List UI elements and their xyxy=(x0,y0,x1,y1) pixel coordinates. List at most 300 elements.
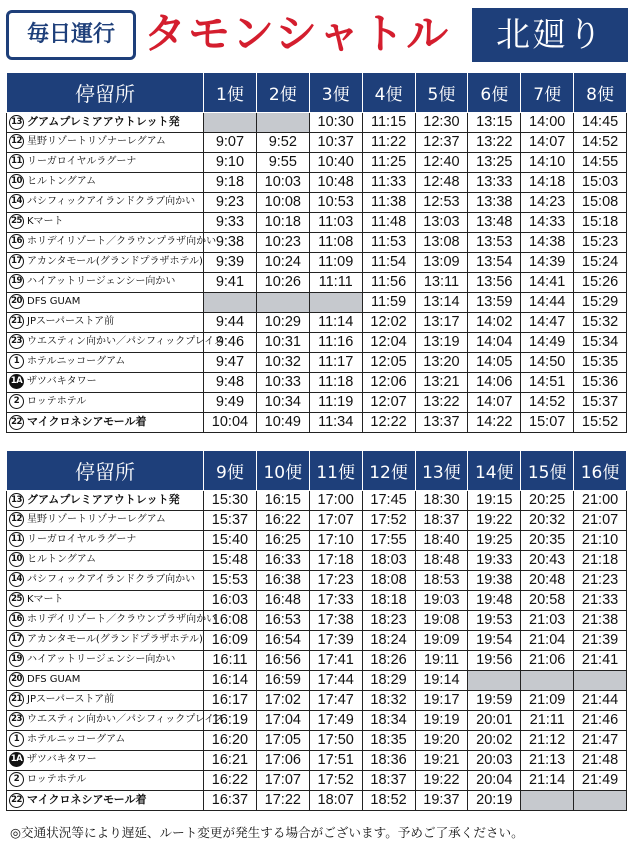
route-title: タモンシャトル xyxy=(144,9,451,58)
stop-name: DFS GUAM xyxy=(27,295,81,307)
time-cell: 14:47 xyxy=(521,312,574,332)
table-header-row xyxy=(7,73,627,113)
table-row xyxy=(7,132,627,152)
trip-column-header: 15便 xyxy=(521,451,574,491)
stop-name: ザツバキタワー xyxy=(27,375,97,387)
stop-cell xyxy=(7,232,217,252)
trip-column-header: 5便 xyxy=(415,73,468,113)
table-row xyxy=(7,412,627,432)
table-row xyxy=(7,790,627,810)
stop-cell xyxy=(7,710,225,730)
time-cell: 16:20 xyxy=(204,730,257,750)
time-cell: 11:09 xyxy=(309,252,362,272)
stop-name: ホテルニッコーグアム xyxy=(27,355,126,367)
time-cell: 16:11 xyxy=(204,650,257,670)
time-cell: 21:03 xyxy=(521,610,574,630)
time-cell: 12:40 xyxy=(415,152,468,172)
stop-number-badge: 20 xyxy=(9,294,24,309)
table-row xyxy=(7,312,627,332)
table-row xyxy=(7,292,627,312)
time-cell: 10:04 xyxy=(204,412,257,432)
time-cell: 9:47 xyxy=(204,352,257,372)
time-cell: 13:19 xyxy=(415,332,468,352)
stop-number-badge: 20 xyxy=(9,672,24,687)
time-cell: 21:11 xyxy=(521,710,574,730)
timetable-trips-9-16 xyxy=(6,450,627,811)
time-cell: 16:37 xyxy=(204,790,257,810)
time-cell: 16:33 xyxy=(256,550,309,570)
time-cell: 11:59 xyxy=(362,292,415,312)
time-cell: 14:23 xyxy=(521,192,574,212)
time-cell: 13:21 xyxy=(415,372,468,392)
table-row xyxy=(7,690,627,710)
time-cell: 19:15 xyxy=(468,491,521,511)
stop-name: リーガロイヤルラグーナ xyxy=(27,533,137,545)
time-cell: 18:37 xyxy=(362,770,415,790)
trip-column-header: 6便 xyxy=(468,73,521,113)
time-cell: 16:19 xyxy=(204,710,257,730)
stop-name: ヒルトングアム xyxy=(27,175,97,187)
time-cell: 11:54 xyxy=(362,252,415,272)
time-cell: 13:38 xyxy=(468,192,521,212)
time-cell: 17:52 xyxy=(309,770,362,790)
time-cell: 9:10 xyxy=(204,152,257,172)
stop-cell xyxy=(7,690,204,710)
time-cell: 18:34 xyxy=(362,710,415,730)
table-row xyxy=(7,550,627,570)
stop-number-badge: 23 xyxy=(9,712,24,727)
no-service-cell xyxy=(574,790,627,810)
stop-name: Kマート xyxy=(27,593,64,605)
time-cell: 21:14 xyxy=(521,770,574,790)
time-cell: 11:03 xyxy=(309,212,362,232)
time-cell: 10:18 xyxy=(256,212,309,232)
time-cell: 10:08 xyxy=(256,192,309,212)
stop-number-badge: 17 xyxy=(9,632,24,647)
stop-name: ウエスティン向かい／パシフィックプレイス xyxy=(27,713,225,725)
time-cell: 18:03 xyxy=(362,550,415,570)
time-cell: 16:59 xyxy=(256,670,309,690)
time-cell: 16:54 xyxy=(256,630,309,650)
time-cell: 15:37 xyxy=(574,392,627,412)
time-cell: 12:07 xyxy=(362,392,415,412)
no-service-cell xyxy=(521,790,574,810)
time-cell: 21:12 xyxy=(521,730,574,750)
time-cell: 17:00 xyxy=(309,491,362,511)
time-cell: 11:15 xyxy=(362,113,415,133)
time-cell: 17:47 xyxy=(309,690,362,710)
time-cell: 17:10 xyxy=(309,530,362,550)
time-cell: 14:00 xyxy=(521,113,574,133)
time-cell: 20:58 xyxy=(521,590,574,610)
time-cell: 16:15 xyxy=(256,491,309,511)
table-row xyxy=(7,670,627,690)
time-cell: 19:19 xyxy=(415,710,468,730)
stop-cell xyxy=(7,630,204,650)
stop-name: 星野リゾートリゾナーレグアム xyxy=(27,513,166,525)
trip-column-header: 3便 xyxy=(309,73,362,113)
time-cell: 18:52 xyxy=(362,790,415,810)
stop-number-badge: 11 xyxy=(9,532,24,547)
time-cell: 18:48 xyxy=(415,550,468,570)
time-cell: 11:25 xyxy=(362,152,415,172)
time-cell: 9:23 xyxy=(204,192,257,212)
time-cell: 12:37 xyxy=(415,132,468,152)
stop-name: グアムプレミアアウトレット発 xyxy=(27,493,180,507)
table-row xyxy=(7,510,627,530)
stop-name: パシフィックアイランドクラブ向かい xyxy=(27,573,196,585)
time-cell: 12:02 xyxy=(362,312,415,332)
table-row xyxy=(7,372,627,392)
no-service-cell xyxy=(256,292,309,312)
stop-cell xyxy=(7,510,204,530)
time-cell: 18:35 xyxy=(362,730,415,750)
time-cell: 20:25 xyxy=(521,491,574,511)
time-cell: 9:38 xyxy=(204,232,257,252)
time-cell: 21:41 xyxy=(574,650,627,670)
time-cell: 19:48 xyxy=(468,590,521,610)
time-cell: 21:33 xyxy=(574,590,627,610)
time-cell: 18:24 xyxy=(362,630,415,650)
stop-number-badge: 21 xyxy=(9,692,24,707)
table-row xyxy=(7,332,627,352)
time-cell: 14:55 xyxy=(574,152,627,172)
time-cell: 21:07 xyxy=(574,510,627,530)
stop-number-badge: 10 xyxy=(9,174,24,189)
time-cell: 10:49 xyxy=(256,412,309,432)
time-cell: 21:10 xyxy=(574,530,627,550)
time-cell: 17:39 xyxy=(309,630,362,650)
time-cell: 14:44 xyxy=(521,292,574,312)
time-cell: 15:30 xyxy=(204,491,257,511)
table-row xyxy=(7,192,627,212)
time-cell: 11:56 xyxy=(362,272,415,292)
daily-operation-badge: 毎日運行 xyxy=(6,10,136,60)
time-cell: 12:05 xyxy=(362,352,415,372)
time-cell: 14:41 xyxy=(521,272,574,292)
stop-number-badge: 12 xyxy=(9,134,24,149)
stop-number-badge: 16 xyxy=(9,234,24,249)
time-cell: 19:03 xyxy=(415,590,468,610)
table-row xyxy=(7,113,627,133)
time-cell: 13:11 xyxy=(415,272,468,292)
time-cell: 20:03 xyxy=(468,750,521,770)
stop-cell xyxy=(7,212,204,232)
time-cell: 11:18 xyxy=(309,372,362,392)
time-cell: 18:32 xyxy=(362,690,415,710)
stop-cell xyxy=(7,252,204,272)
time-cell: 9:39 xyxy=(204,252,257,272)
stop-number-badge: 13 xyxy=(9,493,24,508)
no-service-cell xyxy=(574,670,627,690)
stop-number-badge: 1A xyxy=(9,374,24,389)
time-cell: 12:04 xyxy=(362,332,415,352)
time-cell: 18:40 xyxy=(415,530,468,550)
stop-cell xyxy=(7,530,204,550)
stop-cell xyxy=(7,132,204,152)
time-cell: 13:22 xyxy=(415,392,468,412)
time-cell: 11:34 xyxy=(309,412,362,432)
time-cell: 19:11 xyxy=(415,650,468,670)
time-cell: 17:51 xyxy=(309,750,362,770)
time-cell: 16:17 xyxy=(204,690,257,710)
time-cell: 14:22 xyxy=(468,412,521,432)
stop-cell xyxy=(7,332,225,352)
time-cell: 15:36 xyxy=(574,372,627,392)
time-cell: 19:33 xyxy=(468,550,521,570)
time-cell: 17:55 xyxy=(362,530,415,550)
stop-number-badge: 14 xyxy=(9,194,24,209)
table-row xyxy=(7,570,627,590)
stop-number-badge: 22 xyxy=(9,793,24,808)
time-cell: 19:22 xyxy=(468,510,521,530)
time-cell: 9:55 xyxy=(256,152,309,172)
stop-number-badge: 11 xyxy=(9,154,24,169)
stop-name: ウエスティン向かい／パシフィックプレイス xyxy=(27,335,225,347)
time-cell: 17:45 xyxy=(362,491,415,511)
time-cell: 18:18 xyxy=(362,590,415,610)
time-cell: 18:08 xyxy=(362,570,415,590)
no-service-cell xyxy=(309,292,362,312)
time-cell: 13:56 xyxy=(468,272,521,292)
stop-name: ロッテホテル xyxy=(27,773,87,785)
stop-number-badge: 19 xyxy=(9,652,24,667)
time-cell: 16:56 xyxy=(256,650,309,670)
stop-name: アカンタモール(グランドプラザホテル) xyxy=(27,255,203,267)
trip-column-header: 1便 xyxy=(204,73,257,113)
stop-cell xyxy=(7,192,204,212)
stop-cell xyxy=(7,172,204,192)
no-service-cell xyxy=(256,113,309,133)
time-cell: 21:13 xyxy=(521,750,574,770)
time-cell: 21:00 xyxy=(574,491,627,511)
time-cell: 11:16 xyxy=(309,332,362,352)
table-row xyxy=(7,770,627,790)
time-cell: 14:07 xyxy=(521,132,574,152)
trip-column-header: 2便 xyxy=(256,73,309,113)
table-row xyxy=(7,172,627,192)
time-cell: 19:22 xyxy=(415,770,468,790)
time-cell: 16:25 xyxy=(256,530,309,550)
table-row xyxy=(7,730,627,750)
time-cell: 10:29 xyxy=(256,312,309,332)
no-service-cell xyxy=(204,292,257,312)
time-cell: 11:53 xyxy=(362,232,415,252)
time-cell: 13:14 xyxy=(415,292,468,312)
time-cell: 21:39 xyxy=(574,630,627,650)
stop-cell xyxy=(7,491,204,511)
time-cell: 11:11 xyxy=(309,272,362,292)
time-cell: 19:53 xyxy=(468,610,521,630)
time-cell: 9:18 xyxy=(204,172,257,192)
stop-cell xyxy=(7,412,204,432)
time-cell: 15:35 xyxy=(574,352,627,372)
stop-column-header: 停留所 xyxy=(7,451,204,491)
stop-name: ホリデイリゾート／クラウンプラザ向かい xyxy=(27,235,217,247)
time-cell: 14:52 xyxy=(574,132,627,152)
time-cell: 18:37 xyxy=(415,510,468,530)
time-cell: 13:17 xyxy=(415,312,468,332)
table-row xyxy=(7,152,627,172)
trip-column-header: 8便 xyxy=(574,73,627,113)
time-cell: 13:03 xyxy=(415,212,468,232)
time-cell: 17:04 xyxy=(256,710,309,730)
stop-cell xyxy=(7,152,204,172)
no-service-cell xyxy=(521,670,574,690)
stop-cell xyxy=(7,770,204,790)
trip-column-header: 7便 xyxy=(521,73,574,113)
time-cell: 15:07 xyxy=(521,412,574,432)
time-cell: 14:51 xyxy=(521,372,574,392)
time-cell: 14:50 xyxy=(521,352,574,372)
stop-number-badge: 25 xyxy=(9,592,24,607)
time-cell: 13:15 xyxy=(468,113,521,133)
stop-name: JPスーパーストア前 xyxy=(27,693,115,705)
time-cell: 13:20 xyxy=(415,352,468,372)
time-cell: 17:07 xyxy=(256,770,309,790)
time-cell: 13:09 xyxy=(415,252,468,272)
time-cell: 15:24 xyxy=(574,252,627,272)
table-row xyxy=(7,750,627,770)
stop-cell xyxy=(7,570,204,590)
time-cell: 19:20 xyxy=(415,730,468,750)
time-cell: 10:24 xyxy=(256,252,309,272)
footnote: ◎交通状況等により遅延、ルート変更が発生する場合がございます。予めご了承ください。 xyxy=(10,825,524,840)
stop-number-badge: 1 xyxy=(9,354,24,369)
time-cell: 18:53 xyxy=(415,570,468,590)
stop-number-badge: 16 xyxy=(9,612,24,627)
stop-name: ロッテホテル xyxy=(27,395,87,407)
table-row xyxy=(7,530,627,550)
stop-cell xyxy=(7,272,204,292)
trip-column-header: 4便 xyxy=(362,73,415,113)
time-cell: 14:18 xyxy=(521,172,574,192)
time-cell: 14:52 xyxy=(521,392,574,412)
time-cell: 17:44 xyxy=(309,670,362,690)
time-cell: 21:04 xyxy=(521,630,574,650)
stop-cell xyxy=(7,550,204,570)
stop-number-badge: 14 xyxy=(9,572,24,587)
no-service-cell xyxy=(204,113,257,133)
stop-number-badge: 21 xyxy=(9,314,24,329)
stop-number-badge: 13 xyxy=(9,115,24,130)
time-cell: 15:26 xyxy=(574,272,627,292)
time-cell: 21:49 xyxy=(574,770,627,790)
time-cell: 17:41 xyxy=(309,650,362,670)
time-cell: 18:23 xyxy=(362,610,415,630)
stop-cell xyxy=(7,392,204,412)
trip-column-header: 16便 xyxy=(574,451,627,491)
time-cell: 20:01 xyxy=(468,710,521,730)
time-cell: 14:07 xyxy=(468,392,521,412)
time-cell: 16:14 xyxy=(204,670,257,690)
table-row xyxy=(7,232,627,252)
time-cell: 16:03 xyxy=(204,590,257,610)
time-cell: 17:38 xyxy=(309,610,362,630)
time-cell: 11:33 xyxy=(362,172,415,192)
time-cell: 16:53 xyxy=(256,610,309,630)
time-cell: 21:47 xyxy=(574,730,627,750)
stop-name: 星野リゾートリゾナーレグアム xyxy=(27,135,166,147)
stop-column-header: 停留所 xyxy=(7,73,204,113)
trip-column-header: 12便 xyxy=(362,451,415,491)
time-cell: 12:48 xyxy=(415,172,468,192)
time-cell: 11:17 xyxy=(309,352,362,372)
timetable-header xyxy=(0,0,632,66)
time-cell: 20:02 xyxy=(468,730,521,750)
time-cell: 9:07 xyxy=(204,132,257,152)
time-cell: 19:56 xyxy=(468,650,521,670)
trip-column-header: 11便 xyxy=(309,451,362,491)
stop-name: ヒルトングアム xyxy=(27,553,97,565)
time-cell: 19:38 xyxy=(468,570,521,590)
time-cell: 9:48 xyxy=(204,372,257,392)
table-row xyxy=(7,352,627,372)
time-cell: 15:52 xyxy=(574,412,627,432)
stop-name: グアムプレミアアウトレット発 xyxy=(27,115,180,129)
stop-number-badge: 2 xyxy=(9,394,24,409)
stop-name: ザツバキタワー xyxy=(27,753,97,765)
time-cell: 14:10 xyxy=(521,152,574,172)
time-cell: 17:06 xyxy=(256,750,309,770)
time-cell: 20:19 xyxy=(468,790,521,810)
time-cell: 15:34 xyxy=(574,332,627,352)
time-cell: 19:17 xyxy=(415,690,468,710)
trip-column-header: 14便 xyxy=(468,451,521,491)
time-cell: 15:32 xyxy=(574,312,627,332)
stop-number-badge: 2 xyxy=(9,772,24,787)
table-row xyxy=(7,272,627,292)
time-cell: 11:48 xyxy=(362,212,415,232)
table-row xyxy=(7,252,627,272)
stop-number-badge: 23 xyxy=(9,334,24,349)
time-cell: 15:23 xyxy=(574,232,627,252)
time-cell: 15:37 xyxy=(204,510,257,530)
time-cell: 19:14 xyxy=(415,670,468,690)
time-cell: 13:37 xyxy=(415,412,468,432)
table-row xyxy=(7,630,627,650)
time-cell: 20:48 xyxy=(521,570,574,590)
stop-cell xyxy=(7,292,204,312)
time-cell: 15:18 xyxy=(574,212,627,232)
stop-name: ハイアットリージェンシー向かい xyxy=(27,653,176,665)
time-cell: 18:30 xyxy=(415,491,468,511)
time-cell: 19:21 xyxy=(415,750,468,770)
time-cell: 13:33 xyxy=(468,172,521,192)
time-cell: 16:38 xyxy=(256,570,309,590)
time-cell: 15:03 xyxy=(574,172,627,192)
time-cell: 14:06 xyxy=(468,372,521,392)
table-row xyxy=(7,491,627,511)
time-cell: 14:05 xyxy=(468,352,521,372)
time-cell: 12:22 xyxy=(362,412,415,432)
time-cell: 17:33 xyxy=(309,590,362,610)
time-cell: 10:23 xyxy=(256,232,309,252)
time-cell: 21:38 xyxy=(574,610,627,630)
time-cell: 13:59 xyxy=(468,292,521,312)
stop-cell xyxy=(7,750,204,770)
time-cell: 16:48 xyxy=(256,590,309,610)
stop-cell xyxy=(7,113,204,133)
stop-name: パシフィックアイランドクラブ向かい xyxy=(27,195,196,207)
time-cell: 19:09 xyxy=(415,630,468,650)
stop-cell xyxy=(7,352,204,372)
time-cell: 15:53 xyxy=(204,570,257,590)
table-row xyxy=(7,610,627,630)
time-cell: 19:37 xyxy=(415,790,468,810)
time-cell: 13:48 xyxy=(468,212,521,232)
time-cell: 17:02 xyxy=(256,690,309,710)
